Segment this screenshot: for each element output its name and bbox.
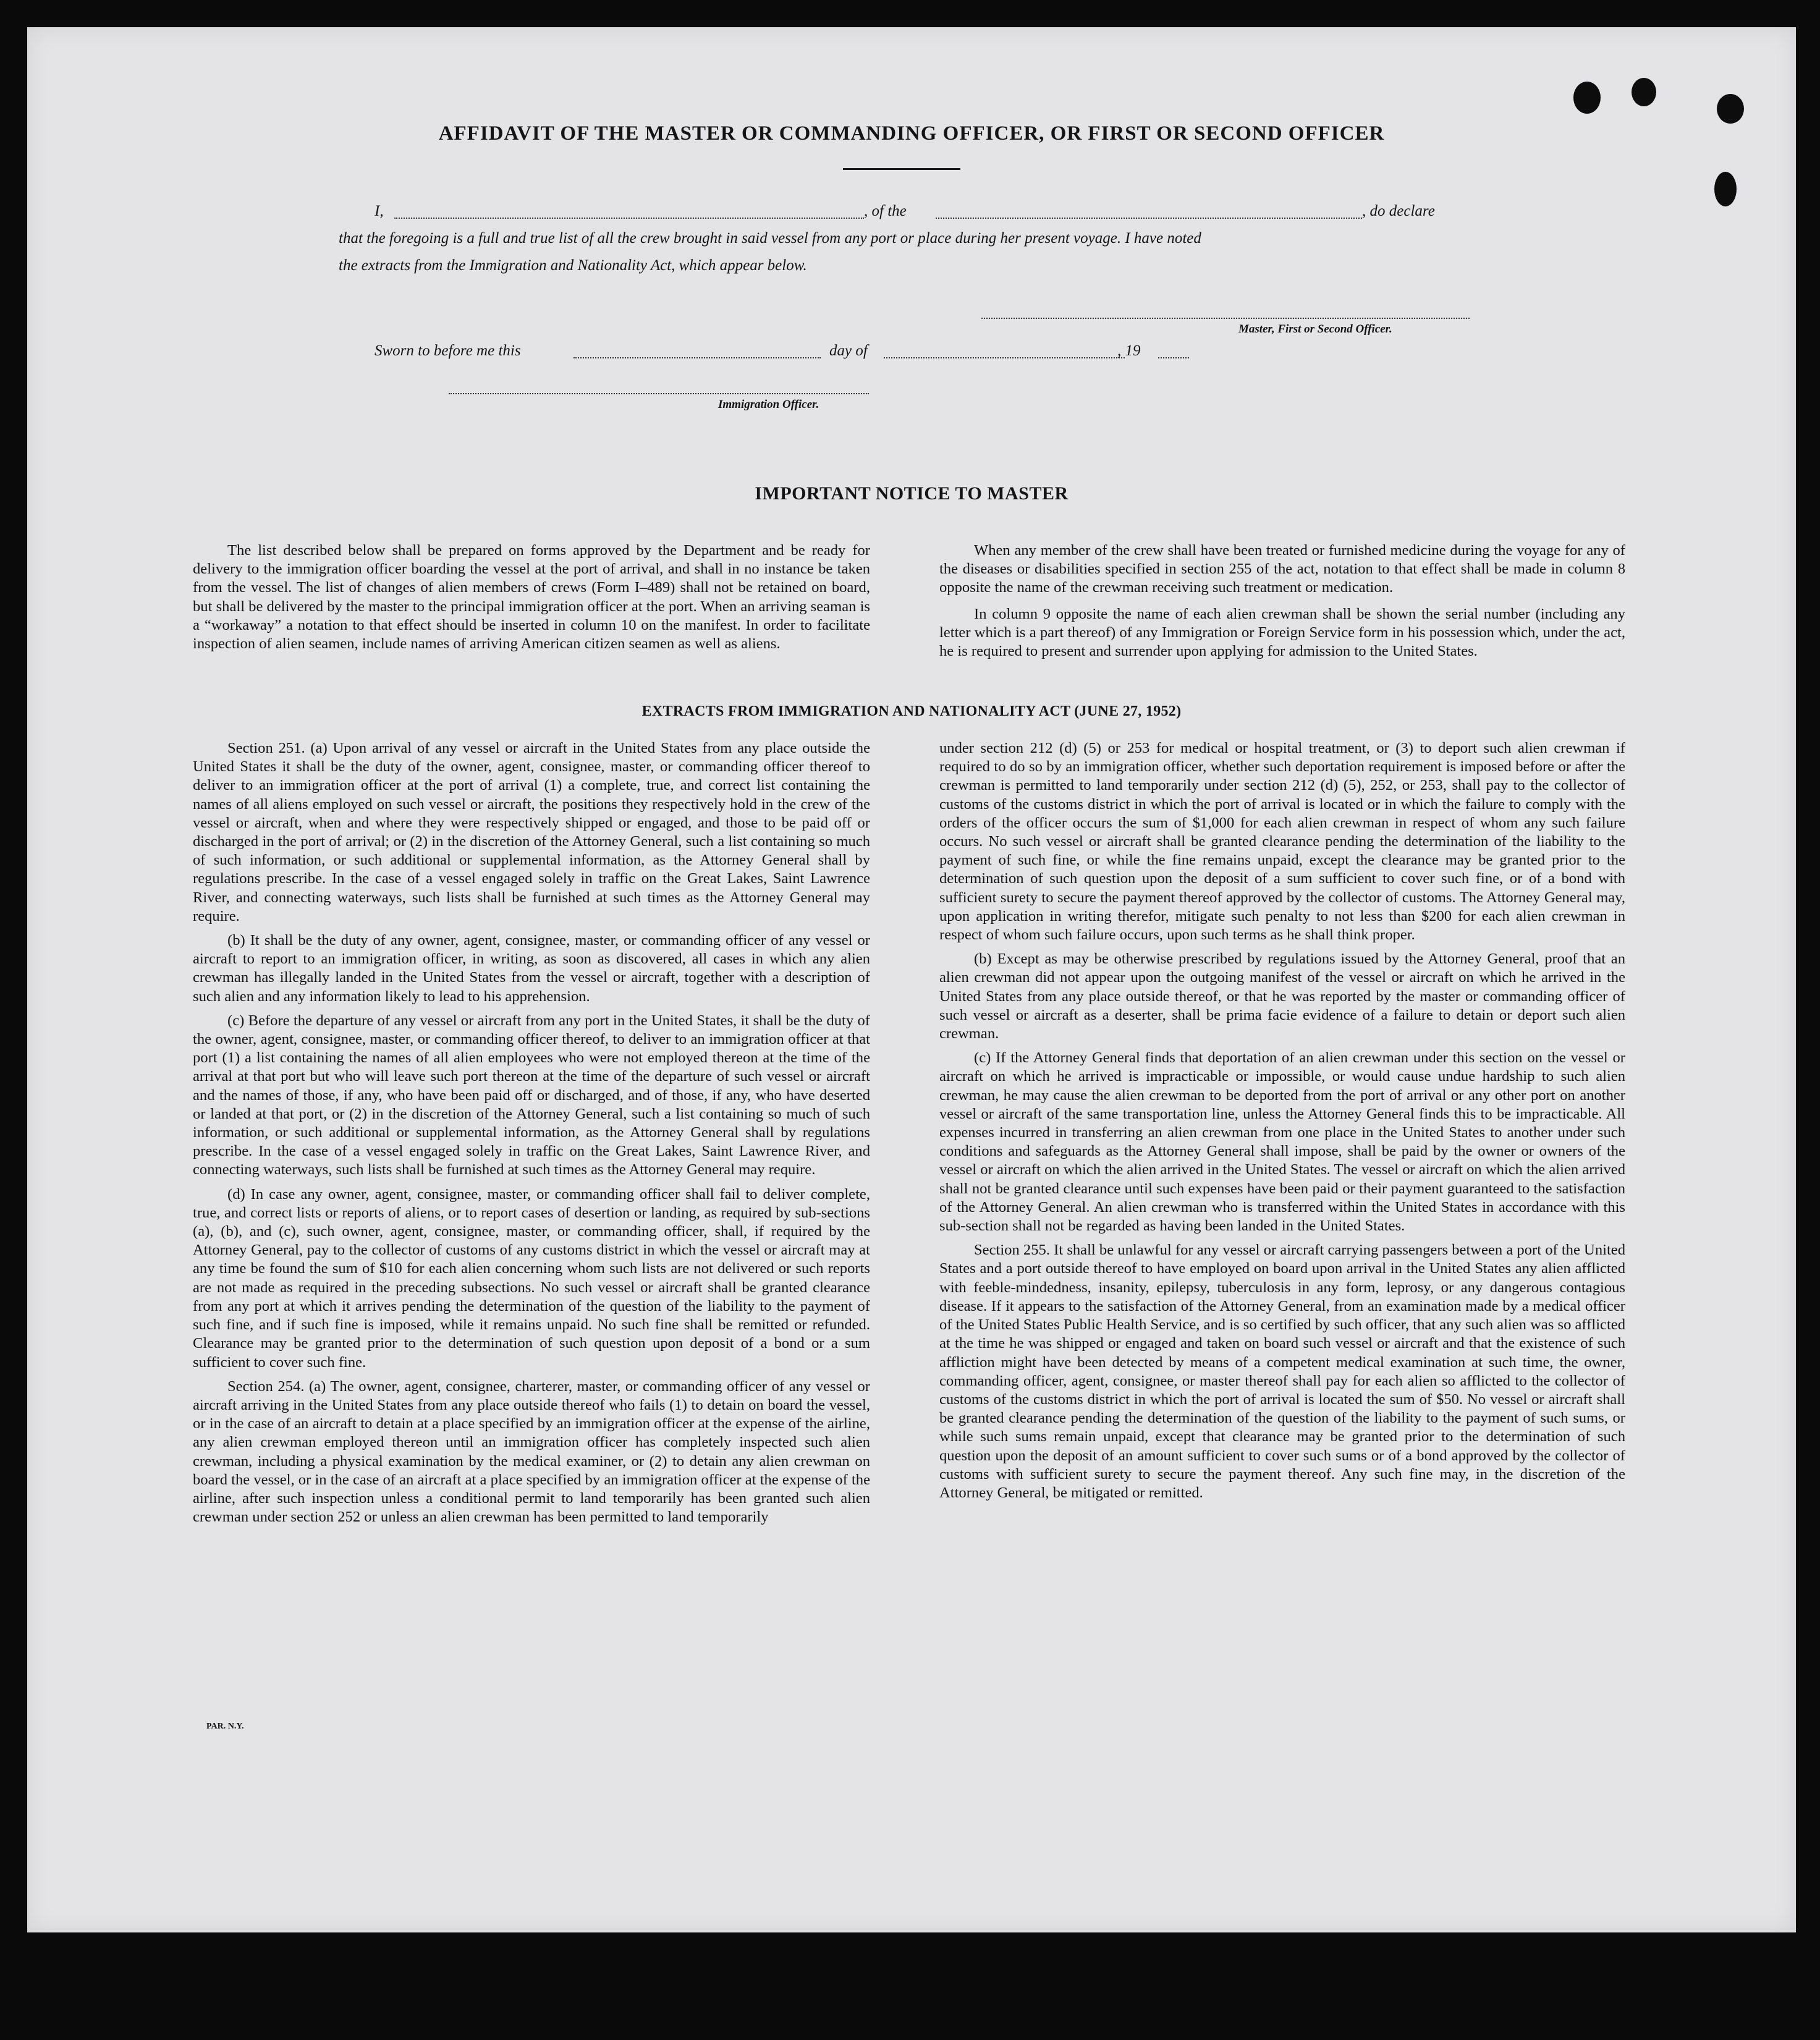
section-paragraph: (b) It shall be the duty of any owner, agent, consignee, master, or commanding officer of any vessel or aircraft to report to an immigration officer, in writing, as soon as discovered, all cases in which any alien crewman has illegally landed in the United States from the vessel or aircraft, together with a description of such alien and any information likely to lead to his apprehension. (193, 932, 870, 1005)
section-paragraph: (c) If the Attorney General finds that deportation of an alien crewman under this section on the vessel or aircraft on which he arrived is impracticable or impossible, or would cause undue hardship to such alien crewman, he may cause the alien crewman to be deported from the port of arrival or any other port on another vessel or aircraft of the same transportation line, unless the Attorney General finds this to be impracticable. All expenses incurred in transferring an alien crewman from one place in the United States to another under such conditions and safeguards as the Attorney General shall impose, shall be paid by the owner or owners of the vessel or aircraft on which the alien arrived in the United States. The vessel or aircraft on which the alien arrived shall not be granted clearance until such expenses have been paid or their payment guaranteed to the satisfaction of the Attorney General. An alien crewman who is transferred within the United States in accordance with this sub-section shall not be regarded as having been landed in the United States. (939, 1049, 1625, 1235)
declaration-text-2: the extracts from the Immigration and Nationality Act, which appear below. (339, 257, 807, 274)
officer-signature-field[interactable] (449, 393, 869, 394)
printer-mark: PAR. N.Y. (206, 1722, 244, 1731)
punch-hole (1632, 78, 1656, 106)
notice-right-column (939, 541, 1625, 666)
punch-hole (1573, 82, 1601, 114)
section-paragraph: (d) In case any owner, agent, consignee, master, or commanding officer shall fail to deliver complete, true, and correct lists or reports of aliens, or to report cases of desertion or landing, as required by sub-sections (a), (b), and (c), such owner, agent, consignee, master, or commanding officer, shall, if required by the Attorney General, pay to the collector of customs of any customs district in which the vessel or aircraft may at any time be found the sum of $10 for each alien concerning whom such lists are not delivered or such reports are not made as required in the preceding subsections. No such vessel or aircraft shall be granted clearance from any port at which it arrives pending the determination of the question of the liability to the payment of such fine, and if such fine is imposed, while it remains unpaid. No such fine shall be remitted or refunded. Clearance may be granted prior to the determination of such question upon deposit of a bond or a sum sufficient to cover such fine. (193, 1185, 870, 1371)
notice-heading: IMPORTANT NOTICE TO MASTER (755, 483, 1069, 504)
declaration-text: that the foregoing is a full and true list of all the crew brought in said vessel from any port or place during her present voyage. I have noted (339, 230, 1201, 247)
declare-label: , do declare (1362, 203, 1435, 219)
master-signature-field[interactable] (981, 318, 1470, 319)
punch-hole (1714, 172, 1737, 206)
declarant-prefix: I, (375, 203, 384, 219)
of-the-label: , of the (864, 203, 907, 219)
sworn-label: Sworn to before me this (375, 342, 521, 359)
section-paragraph: (c) Before the departure of any vessel or aircraft from any port in the United States, it shall be the duty of the owner, agent, consignee, master, or commanding officer thereof, to deliver to an immigration officer at that port (1) a list containing the names of all alien employees who were not employed thereon at the time of the arrival at that port but who will leave such port thereon at the time of the departure of such vessel or aircraft and the names of those, if any, who have been paid off or discharged, and of those, if any, who have deserted or landed at that port, or (2) in the discretion of the Attorney General, such a list containing so much of such information, or such additional or supplemental information, as the Attorney General shall by regulations prescribe. In the case of a vessel engaged solely in traffic on the Great Lakes, Saint Lawrence River, and connecting waterways, such lists shall be furnished at such times as the Attorney General may require. (193, 1012, 870, 1179)
section-paragraph: (b) Except as may be otherwise prescribed by regulations issued by the Attorney General, proof that an alien crewman did not appear upon the outgoing manifest of the vessel or aircraft on which he arrived in the United States from any place outside thereof, or that he was reported by the master or commanding officer of such vessel or aircraft as a deserter, shall be prima facie evidence of a failure to detain or deport such alien crewman. (939, 950, 1625, 1043)
notice-paragraph: In column 9 opposite the name of each alien crewman shall be shown the serial number (including any letter which is a part thereof) of any Immigration or Foreign Service form in his possession which, under the act, he is required to present and surrender upon applying for admission to the United States. (939, 605, 1625, 660)
section-paragraph: under section 212 (d) (5) or 253 for medical or hospital treatment, or (3) to deport such alien crewman if required to do so by an immigration officer, whether such deportation requirement is imposed before or after the crewman is permitted to land temporarily under section 212 (d) (5), 252, or 253, shall pay to the collector of customs of the customs district in which the port of arrival is located or in which the failure to comply with the orders of the officer occurs the sum of $1,000 for each alien crewman in respect of whom any such failure occurs. No such vessel or aircraft shall be granted clearance pending the determination of the liability to the payment of such fine, or while the fine remains unpaid, except the clearance may be granted prior to the determination of such question upon the deposit of a sum sufficient to cover such fine, or of a bond with sufficient surety to secure the payment thereof approved by the collector of customs. The Attorney General may, upon application in writing therefor, mitigate such penalty to not less than $200 for each alien crewman in respect of whom such failure occurs, upon such terms as he shall think proper. (939, 740, 1625, 944)
extracts-right-column (939, 739, 1625, 1508)
notice-paragraph: The list described below shall be prepared on forms approved by the Department and be ready for delivery to the immigration officer boarding the vessel at the port of arrival, and shall in no instance be taken from the vessel. The list of changes of alien members of crews (Form I–489) shall not be retained on board, but shall be delivered by the master to the principal immigration officer at the port. When an arriving seaman is a “workaway” a notation to that effect should be inserted in column 10 on the manifest. In order to facilitate inspection of alien seamen, include names of arriving American citizen seamen as well as aliens. (193, 542, 870, 653)
extracts-heading: EXTRACTS FROM IMMIGRATION AND NATIONALITY ACT (JUNE 27, 1952) (641, 703, 1182, 719)
day-of-label: day of (829, 342, 868, 359)
extracts-left-column (193, 739, 870, 1532)
notice-left-column (193, 541, 870, 659)
name-field[interactable] (394, 218, 864, 219)
sworn-month-field[interactable] (884, 357, 1125, 358)
section-paragraph: Section 251. (a) Upon arrival of any vessel or aircraft in the United States from any place outside the United States it shall be the duty of the owner, agent, consignee, master, or commanding officer thereof to deliver to an immigration officer at the port of arrival (1) a complete, true, and correct list containing the names of all aliens employed on such vessel or aircraft, the positions they respectively hold in the crew of the vessel or aircraft, when and where they were respectively shipped or engaged, and those to be paid off or discharged in the port of arrival; or (2) in the discretion of the Attorney General, such a list containing so much of such information, or such additional or supplemental information, as the Attorney General shall by regulations prescribe. In the case of a vessel engaged solely in traffic on the Great Lakes, Saint Lawrence River, and connecting waterways, such lists shall be furnished at such times as the Attorney General may require. (193, 740, 870, 925)
punch-hole (1717, 94, 1744, 124)
year-label: , 19 (1117, 342, 1141, 359)
notice-paragraph: When any member of the crew shall have been treated or furnished medicine during the voyage for any of the diseases or disabilities specified in section 255 of the act, notation to that effect shall be made in column 8 opposite the name of the crewman receiving such treatment or medication. (939, 542, 1625, 596)
sworn-day-field[interactable] (574, 357, 821, 358)
affidavit-title: AFFIDAVIT OF THE MASTER OR COMMANDING OFFICER, OR FIRST OR SECOND OFFICER (438, 122, 1385, 145)
section-paragraph: Section 255. It shall be unlawful for any vessel or aircraft carrying passengers between a port of the United States and a port outside thereof to have employed on board upon arrival in the United States any alien afflicted with feeble-mindedness, insanity, epilepsy, tuberculosis in any form, leprosy, or any dangerous contagious disease. If it appears to the satisfaction of the Attorney General, from an examination made by a medical officer of the United States Public Health Service, and is so certified by such officer, that any such alien was so afflicted at the time he was shipped or engaged and taken on board such vessel or aircraft and that the existence of such affliction might have been detected by means of a competent medical examination at such time, the owner, commanding officer, agent, consignee, or master thereof shall pay for each alien so afflicted to the collector of customs of the customs district in which the port of arrival is located the sum of $50. No vessel or aircraft shall be granted clearance pending the determination of the question of the liability to the payment of such sums, or while such sums remain unpaid, except that clearance may be granted prior to the determination of such question upon the deposit of an amount sufficient to cover such sums or of a bond approved by the collector of customs with sufficient surety to secure the payment thereof. Any such fine may, in the discretion of the Attorney General, be mitigated or remitted. (939, 1242, 1625, 1501)
master-signature-label: Master, First or Second Officer. (1238, 323, 1392, 336)
officer-signature-label: Immigration Officer. (718, 398, 819, 411)
title-underline (843, 168, 960, 170)
document-page (27, 27, 1796, 1932)
section-paragraph: Section 254. (a) The owner, agent, consignee, charterer, master, or commanding officer of any vessel or aircraft arriving in the United States from any place outside thereof who fails (1) to detain on board the vessel, or in the case of an aircraft to detain at a place specified by an immigration officer at the expense of the airline, any alien crewman employed thereon until an immigration officer has completely inspected such alien crewman, including a physical examination by the medical examiner, or (2) to detain any alien crewman on board the vessel, or in the case of an aircraft at a place specified by an immigration officer at the expense of the airline, after such inspection unless a conditional permit to land temporarily has been granted such alien crewman under section 252 or unless an alien crewman has been permitted to land temporarily (193, 1378, 870, 1526)
sworn-year-field[interactable] (1158, 357, 1189, 358)
vessel-field[interactable] (936, 218, 1362, 219)
